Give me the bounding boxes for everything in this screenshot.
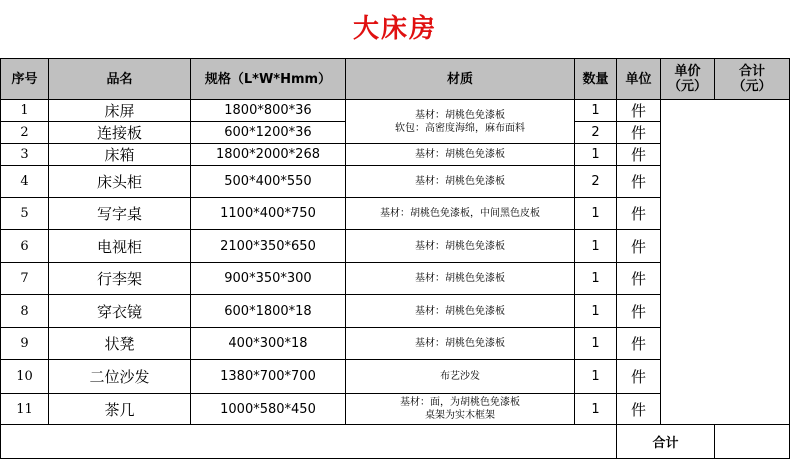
row-spec: 500*400*550 (191, 166, 346, 198)
header-no: 序号 (1, 59, 49, 100)
row-no: 6 (1, 230, 49, 263)
row-no: 4 (1, 166, 49, 198)
row-spec: 400*300*18 (191, 328, 346, 360)
quotation-table (0, 58, 790, 459)
header-price-line2: （元） (667, 79, 707, 94)
row-material: 基材：胡桃色免漆板 (346, 144, 575, 166)
row-qty: 1 (575, 328, 617, 360)
row-unit: 件 (617, 100, 661, 122)
row-name: 穿衣镜 (49, 295, 191, 328)
row-qty: 1 (575, 394, 617, 425)
row-qty: 1 (575, 295, 617, 328)
row-qty: 1 (575, 144, 617, 166)
header-name: 品名 (49, 59, 191, 100)
row-unit: 件 (617, 295, 661, 328)
row-no: 2 (1, 122, 49, 144)
header-total (715, 59, 790, 100)
material-line: 基材：面，为胡桃色免漆板 (400, 397, 520, 408)
row-no: 5 (1, 198, 49, 230)
header-unit: 单位 (617, 59, 661, 100)
header-material: 材质 (346, 59, 575, 100)
row-spec: 1000*580*450 (191, 394, 346, 425)
total-row-blank (1, 425, 617, 459)
row-material: 基材：胡桃色免漆板 (346, 230, 575, 263)
row-spec: 600*1800*18 (191, 295, 346, 328)
total-value (715, 425, 790, 459)
header-spec: 规格（L*W*Hmm） (191, 59, 346, 100)
row-no: 8 (1, 295, 49, 328)
row-no: 1 (1, 100, 49, 122)
row-qty: 1 (575, 360, 617, 394)
row-qty: 1 (575, 198, 617, 230)
total-row (1, 425, 790, 459)
row-spec: 900*350*300 (191, 263, 346, 295)
row-qty: 2 (575, 166, 617, 198)
price-area (661, 100, 790, 425)
row-unit: 件 (617, 144, 661, 166)
header-row (1, 59, 790, 100)
row-no: 3 (1, 144, 49, 166)
row-material: 基材：胡桃色免漆板 (346, 295, 575, 328)
row-name: 床头柜 (49, 166, 191, 198)
material-line: 基材：胡桃色免漆板 (415, 109, 505, 121)
header-price (661, 59, 715, 100)
row-unit: 件 (617, 230, 661, 263)
row-unit: 件 (617, 328, 661, 360)
row-unit: 件 (617, 394, 661, 425)
row-unit: 件 (617, 263, 661, 295)
row-name: 床箱 (49, 144, 191, 166)
row-qty: 2 (575, 122, 617, 144)
row-name: 茶几 (49, 394, 191, 425)
row-no: 7 (1, 263, 49, 295)
row-material: 布艺沙发 (346, 360, 575, 394)
header-qty: 数量 (575, 59, 617, 100)
page-title: 大床房 (352, 14, 437, 44)
row-name: 二位沙发 (49, 360, 191, 394)
total-label: 合计 (617, 425, 715, 459)
row-spec: 1800*800*36 (191, 100, 346, 122)
row-qty: 1 (575, 263, 617, 295)
header-total-line1: 合计 (738, 64, 765, 79)
row-material (346, 394, 575, 425)
row-no: 11 (1, 394, 49, 425)
row-spec: 1100*400*750 (191, 198, 346, 230)
row-spec: 1380*700*700 (191, 360, 346, 394)
row-spec: 600*1200*36 (191, 122, 346, 144)
table-row (1, 100, 790, 122)
row-qty: 1 (575, 100, 617, 122)
row-unit: 件 (617, 198, 661, 230)
row-name: 连接板 (49, 122, 191, 144)
row-name: 状凳 (49, 328, 191, 360)
row-material: 基材：胡桃色免漆板 (346, 328, 575, 360)
row-unit: 件 (617, 166, 661, 198)
row-name: 电视柜 (49, 230, 191, 263)
row-no: 9 (1, 328, 49, 360)
row-qty: 1 (575, 230, 617, 263)
header-price-line1: 单价 (674, 64, 701, 79)
material-line: 桌架为实木框架 (425, 410, 495, 421)
row-name: 行李架 (49, 263, 191, 295)
material-line: 软包：高密度海绵，麻布面料 (395, 122, 525, 134)
row-no: 10 (1, 360, 49, 394)
row-material: 基材：胡桃色免漆板 (346, 166, 575, 198)
row-unit: 件 (617, 360, 661, 394)
header-total-line2: （元） (732, 79, 772, 94)
row-material-merged (346, 100, 575, 144)
row-material: 基材：胡桃色免漆板，中间黑色皮板 (346, 198, 575, 230)
row-name: 床屏 (49, 100, 191, 122)
row-spec: 1800*2000*268 (191, 144, 346, 166)
row-name: 写字桌 (49, 198, 191, 230)
row-material: 基材：胡桃色免漆板 (346, 263, 575, 295)
row-unit: 件 (617, 122, 661, 144)
row-spec: 2100*350*650 (191, 230, 346, 263)
